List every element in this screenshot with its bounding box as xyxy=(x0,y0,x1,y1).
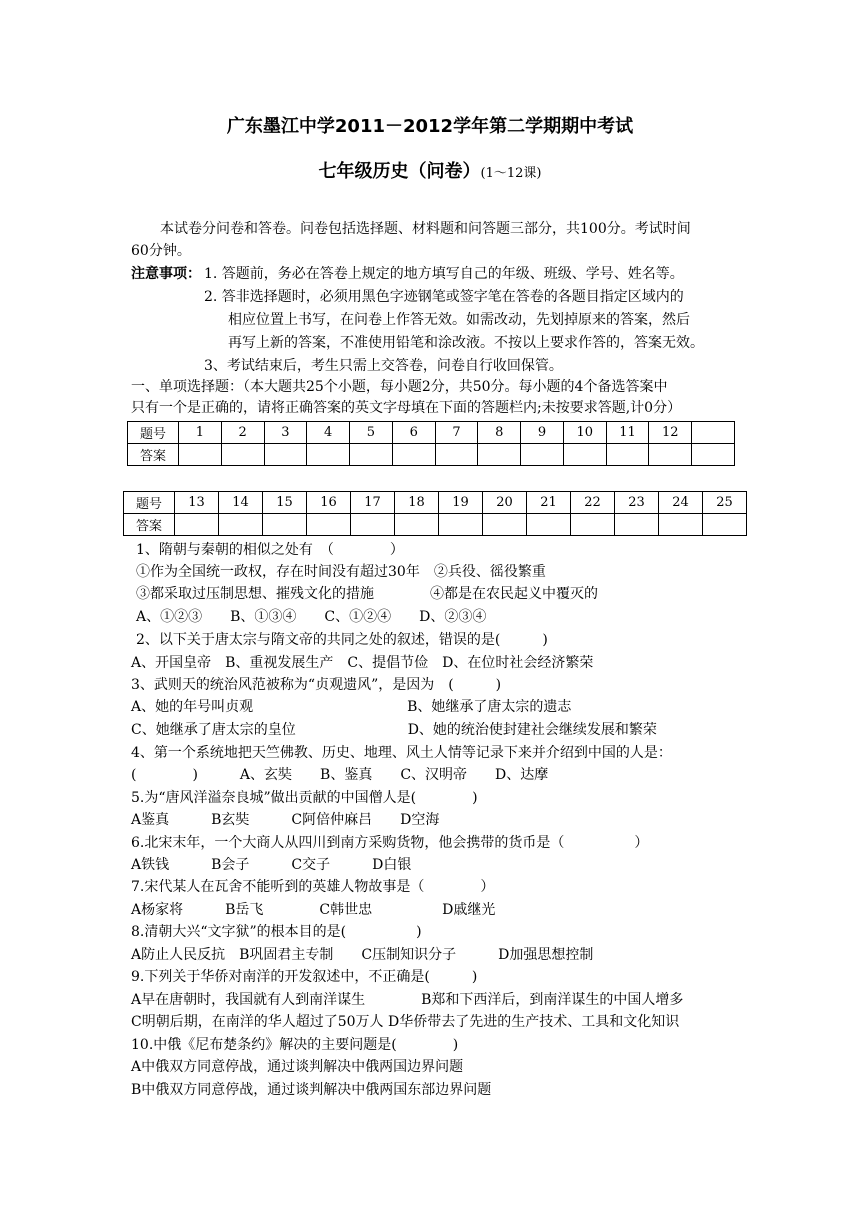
question-number-cell: 15 xyxy=(263,492,307,514)
question-line: A、她的年号叫贞观 B、她继承了唐太宗的遗志 xyxy=(131,699,572,715)
question-line: A杨家将 B岳飞 C韩世忠 D戚继光 xyxy=(131,902,496,918)
question-number-cell: 24 xyxy=(659,492,703,514)
answer-cell[interactable] xyxy=(392,444,435,466)
answer-cell[interactable] xyxy=(307,444,350,466)
question-line: 4、第一个系统地把天竺佛教、历史、地理、风土人情等记录下来并介绍到中国的人是： xyxy=(131,745,672,761)
answer-cell[interactable] xyxy=(395,514,439,536)
answer-cell[interactable] xyxy=(606,444,649,466)
question-line: C、她继承了唐太宗的皇位 D、她的统治使封建社会继续发展和繁荣 xyxy=(131,722,657,738)
page-title: 广东墨江中学2011－2012学年第二学期期中考试 xyxy=(226,116,634,137)
question-number-cell: 2 xyxy=(221,422,264,444)
intro-line-2: 60分钟。 xyxy=(131,243,191,259)
question-line: A鉴真 B玄奘 C阿倍仲麻吕 D空海 xyxy=(131,812,440,828)
question-line: 7.宋代某人在瓦舍不能听到的英雄人物故事是（ ） xyxy=(131,879,495,895)
table-1-number-row xyxy=(128,422,735,444)
question-number-cell: 7 xyxy=(435,422,478,444)
answer-table-1 xyxy=(127,421,735,466)
answer-cell[interactable] xyxy=(179,444,222,466)
question-line: 3、武则天的统治风范被称为“贞观遗风”，是因为 ( ) xyxy=(131,677,502,693)
note-1: 1. 答题前，务必在答卷上规定的地方填写自己的年级、班级、学号、姓名等。 xyxy=(204,266,684,282)
question-number-cell: 13 xyxy=(175,492,219,514)
table-2-row-label: 题号 xyxy=(124,492,175,514)
question-line: B中俄双方同意停战，通过谈判解决中俄两国东部边界问题 xyxy=(131,1082,492,1098)
answer-cell[interactable] xyxy=(307,514,351,536)
question-number-cell: 12 xyxy=(649,422,692,444)
table-2-number-row xyxy=(124,492,747,514)
answer-cell[interactable] xyxy=(351,514,395,536)
question-line: 5.为“唐风洋溢奈良城”做出贡献的中国僧人是( ) xyxy=(131,790,478,806)
question-line: A铁钱 B会子 C交子 D白银 xyxy=(131,857,412,873)
question-number-cell: 14 xyxy=(219,492,263,514)
table-2-answer-row xyxy=(124,514,747,536)
question-line: A、①②③ B、①③④ C、①②④ D、②③④ xyxy=(136,609,487,625)
answer-cell[interactable] xyxy=(221,444,264,466)
question-line: C明朝后期，在南洋的华人超过了50万人 D华侨带去了先进的生产技术、工具和文化知识 xyxy=(131,1014,680,1030)
question-line: 9.下列关于华侨对南洋的开发叙述中，不正确是( ) xyxy=(131,969,478,985)
question-number-cell: 21 xyxy=(527,492,571,514)
answer-table-2 xyxy=(123,491,747,536)
question-line: 8.清朝大兴“文字狱”的根本目的是( ) xyxy=(131,924,422,940)
question-number-cell: 9 xyxy=(521,422,564,444)
question-line: 6.北宋末年，一个大商人从四川到南方采购货物，他会携带的货币是（ ） xyxy=(131,835,649,851)
subtitle-note: (1～12课) xyxy=(480,166,542,181)
answer-cell[interactable] xyxy=(435,444,478,466)
answer-cell[interactable] xyxy=(615,514,659,536)
question-number-cell: 19 xyxy=(439,492,483,514)
question-number-cell: 25 xyxy=(703,492,747,514)
question-number-cell: 20 xyxy=(483,492,527,514)
answer-cell[interactable] xyxy=(659,514,703,536)
answer-cell[interactable] xyxy=(571,514,615,536)
question-line: A中俄双方同意停战，通过谈判解决中俄两国边界问题 xyxy=(131,1059,464,1075)
note-2-line-2: 相应位置上书写，在问卷上作答无效。如需改动，先划掉原来的答案，然后 xyxy=(228,312,690,328)
question-number-cell: 16 xyxy=(307,492,351,514)
question-number-cell: 10 xyxy=(563,422,606,444)
section-1-line-2: 只有一个是正确的，请将正确答案的英文字母填在下面的答题栏内;未按要求答题,计0分） xyxy=(131,400,682,416)
answer-cell[interactable] xyxy=(478,444,521,466)
question-line: 2、以下关于唐太宗与隋文帝的共同之处的叙述，错误的是( ) xyxy=(136,632,548,648)
table-1-answer-row xyxy=(128,444,735,466)
question-number-cell: 23 xyxy=(615,492,659,514)
answer-cell[interactable] xyxy=(264,444,307,466)
question-number-cell: 3 xyxy=(264,422,307,444)
note-2-line-1: 2. 答非选择题时，必须用黑色字迹钢笔或签字笔在答卷的各题目指定区域内的 xyxy=(204,289,684,305)
question-number-cell: 11 xyxy=(606,422,649,444)
question-line: 1、隋朝与秦朝的相似之处有 （ ） xyxy=(136,542,404,558)
answer-cell[interactable] xyxy=(527,514,571,536)
page-subtitle xyxy=(0,162,860,184)
answer-cell[interactable] xyxy=(703,514,747,536)
answer-cell[interactable] xyxy=(439,514,483,536)
answer-cell[interactable] xyxy=(350,444,393,466)
question-line: ①作为全国统一政权，存在时间没有超过30年 ②兵役、徭役繁重 xyxy=(136,564,546,580)
table-1-row-label: 题号 xyxy=(128,422,179,444)
table-2-answer-label: 答案 xyxy=(124,514,175,536)
subtitle-main: 七年级历史（问卷） xyxy=(318,161,481,182)
question-line: 10.中俄《尼布楚条约》解决的主要问题是( ) xyxy=(131,1037,459,1053)
question-line: A防止人民反抗 B巩固君主专制 C压制知识分子 D加强思想控制 xyxy=(131,947,594,963)
question-number-cell: 6 xyxy=(392,422,435,444)
answer-cell[interactable] xyxy=(692,444,735,466)
answer-cell[interactable] xyxy=(219,514,263,536)
answer-cell[interactable] xyxy=(263,514,307,536)
question-number-cell: 18 xyxy=(395,492,439,514)
section-1-line-1: 一、单项选择题：（本大题共25个小题，每小题2分，共50分。每小题的4个备选答案中 xyxy=(131,379,668,395)
answer-cell[interactable] xyxy=(521,444,564,466)
question-line: ③都采取过压制思想、摧残文化的措施 ④都是在农民起义中覆灭的 xyxy=(136,586,598,602)
question-number-cell: 1 xyxy=(179,422,222,444)
question-number-cell: 22 xyxy=(571,492,615,514)
intro-line-1: 本试卷分问卷和答卷。问卷包括选择题、材料题和问答题三部分，共100分。考试时间 xyxy=(160,221,691,237)
answer-cell[interactable] xyxy=(649,444,692,466)
notes-label: 注意事项： xyxy=(131,266,201,282)
question-number-cell: 5 xyxy=(350,422,393,444)
question-number-cell: 4 xyxy=(307,422,350,444)
table-1-answer-label: 答案 xyxy=(128,444,179,466)
question-line: ( ) A、玄奘 B、鉴真 C、汉明帝 D、达摩 xyxy=(131,767,549,783)
answer-cell[interactable] xyxy=(483,514,527,536)
question-number-cell: 17 xyxy=(351,492,395,514)
note-2-line-3: 再写上新的答案，不准使用铅笔和涂改液。不按以上要求作答的，答案无效。 xyxy=(228,335,704,351)
question-number-cell xyxy=(692,422,735,444)
answer-cell[interactable] xyxy=(563,444,606,466)
note-3: 3、考试结束后，考生只需上交答卷，问卷自行收回保管。 xyxy=(204,358,563,374)
question-line: A、开国皇帝 B、重视发展生产 C、提倡节俭 D、在位时社会经济繁荣 xyxy=(131,655,594,671)
question-line: A早在唐朝时，我国就有人到南洋谋生 B郑和下西洋后，到南洋谋生的中国人增多 xyxy=(131,992,684,1008)
question-number-cell: 8 xyxy=(478,422,521,444)
answer-cell[interactable] xyxy=(175,514,219,536)
